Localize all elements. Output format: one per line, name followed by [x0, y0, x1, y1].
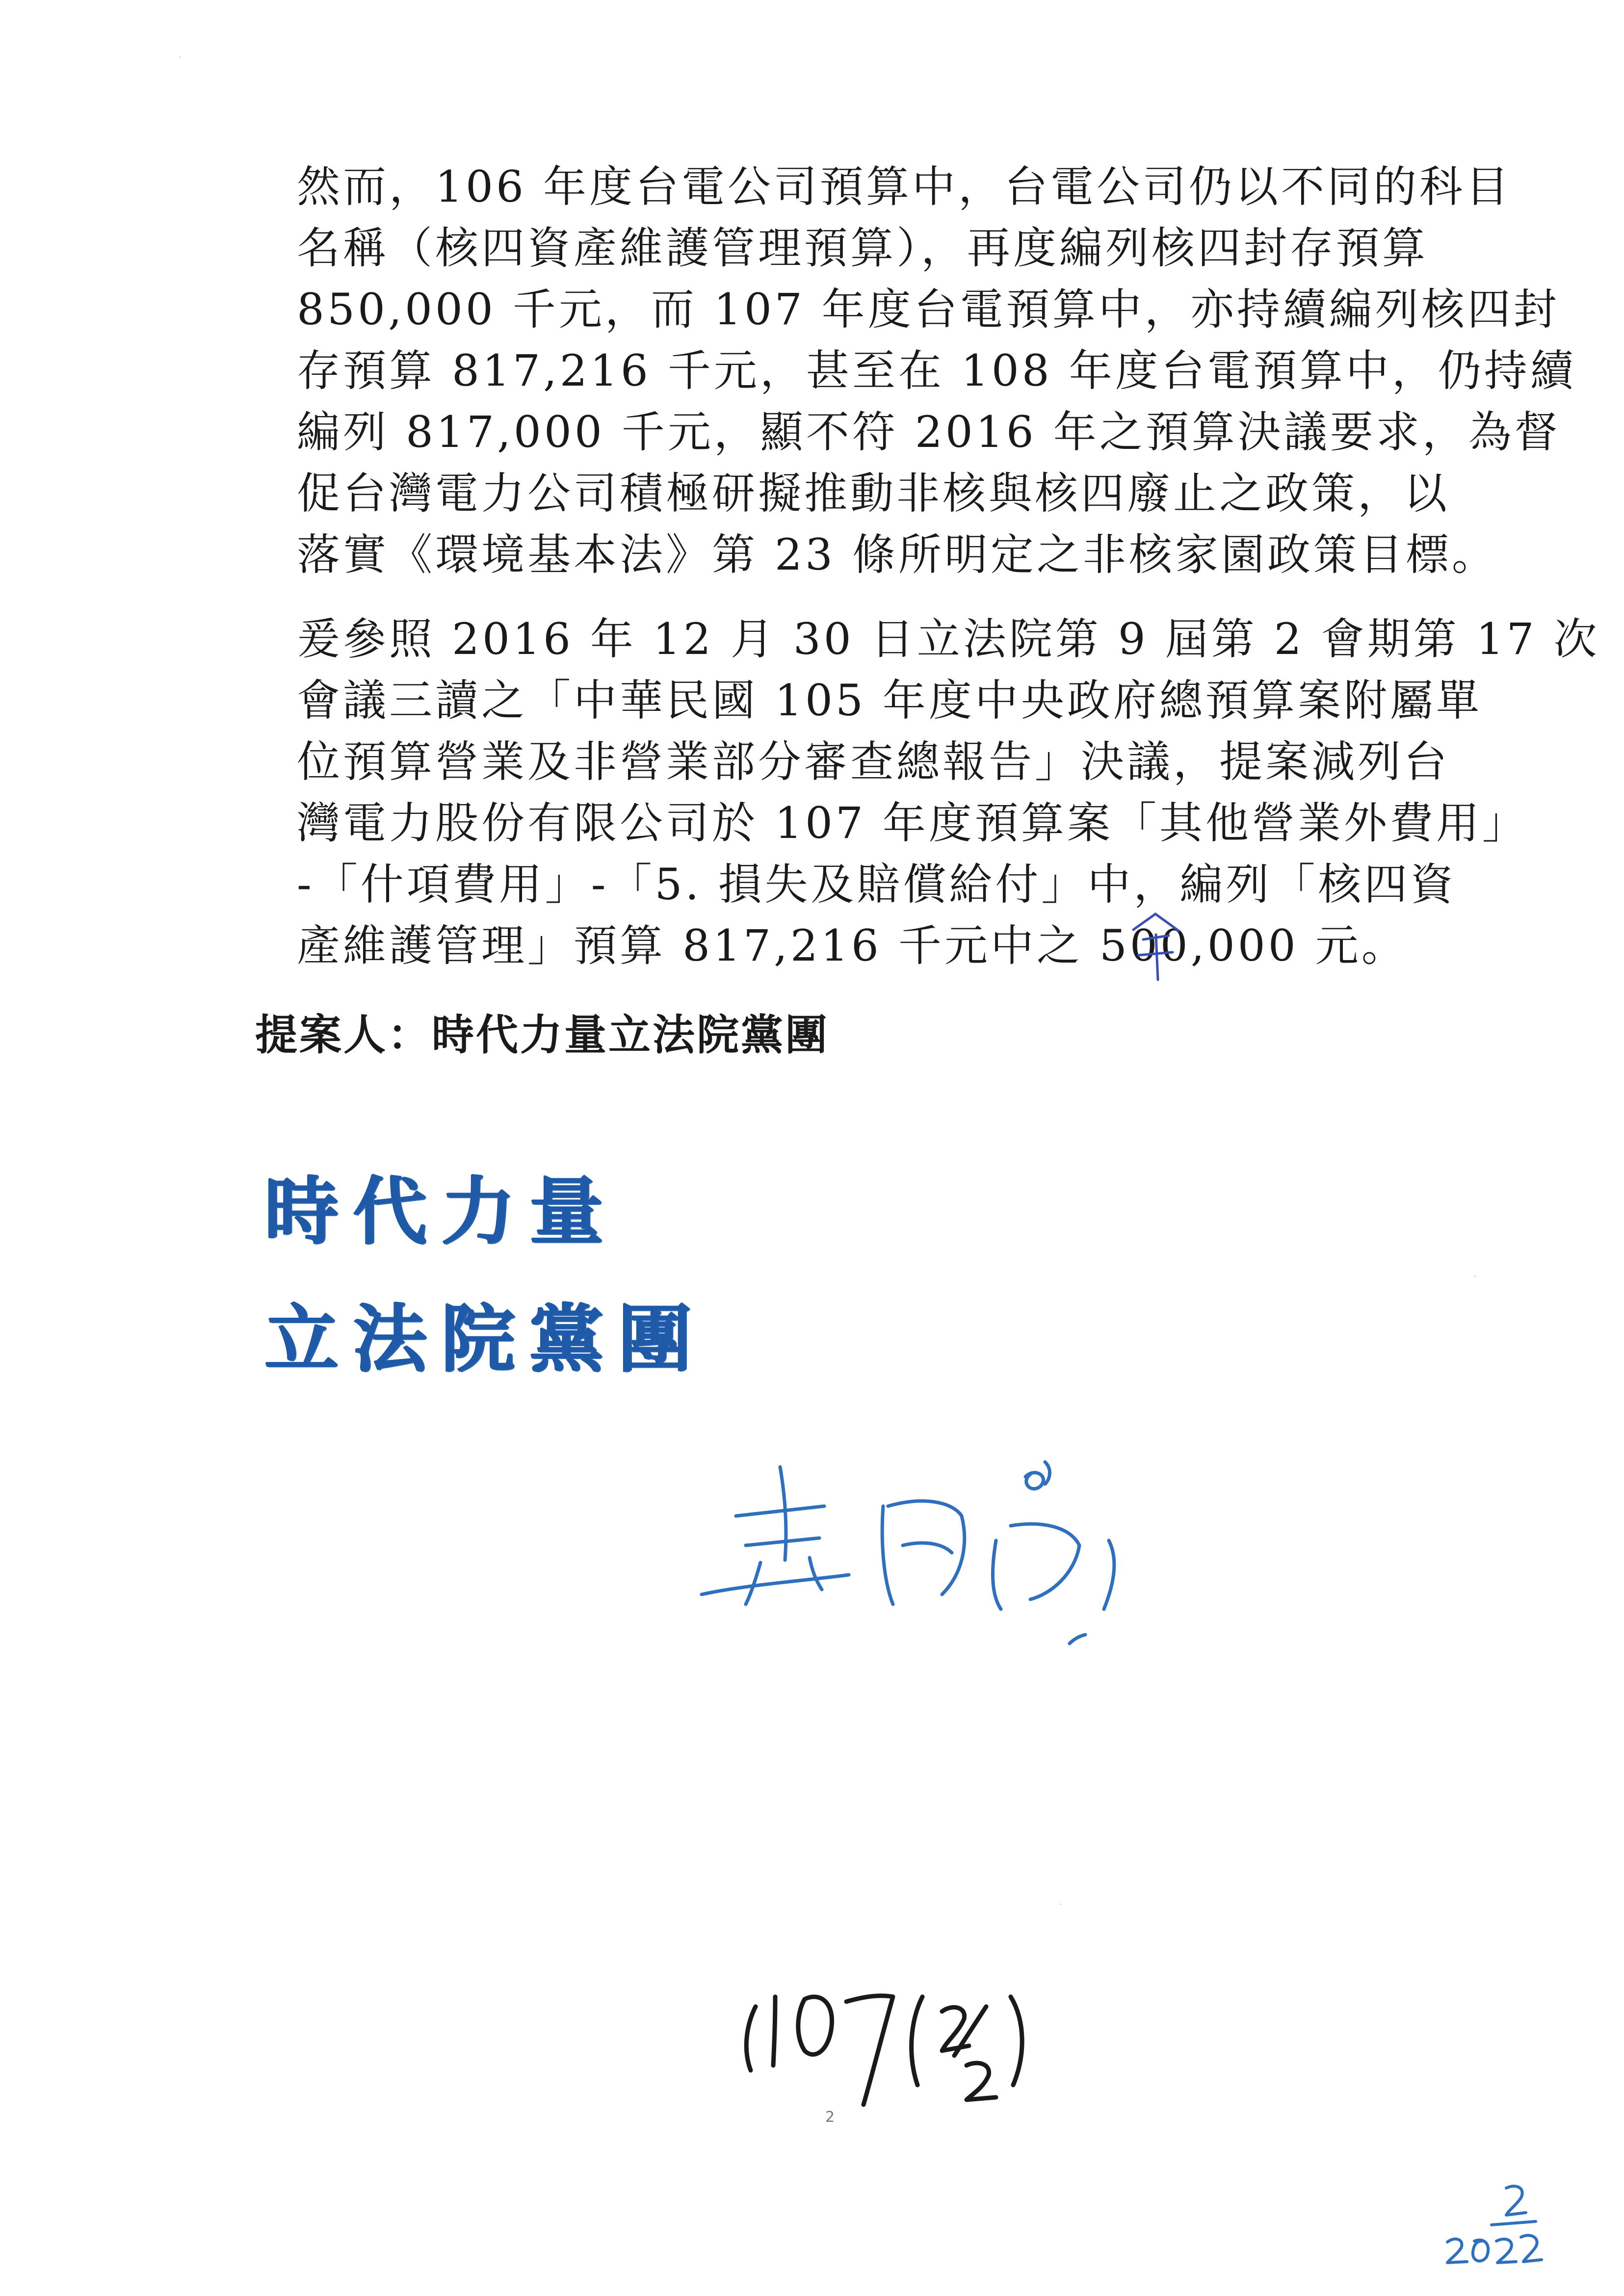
handwritten-page-fraction [1438, 2178, 1545, 2271]
text-line: -「什項費用」-「5. 損失及賠償給付」中，編列「核四資 [297, 859, 1457, 910]
text-line: 位預算營業及非營業部分審查總報告」決議，提案減列台 [297, 736, 1450, 787]
proposer-line: 提案人：時代力量立法院黨團 [255, 1011, 829, 1060]
stamp-line: 立法院黨團 [265, 1297, 707, 1382]
handwritten-number-mark [736, 1977, 1050, 2134]
handwritten-signature [687, 1447, 1207, 1653]
handwritten-correction-mark [1124, 910, 1187, 984]
scan-speck [1474, 1276, 1476, 1277]
text-line: 會議三讀之「中華民國 105 年度中央政府總預算案附屬單 [297, 675, 1482, 726]
text-line: 爰參照 2016 年 12 月 30 日立法院第 9 屆第 2 會期第 17 次 [297, 614, 1600, 664]
text-line: 存預算 817,216 千元，甚至在 108 年度台電預算中，仍持續 [297, 345, 1576, 396]
text-line: 灣電力股份有限公司於 107 年度預算案「其他營業外費用」 [297, 798, 1528, 848]
paragraph-1 [297, 156, 1576, 585]
stamp-line: 時代力量 [265, 1169, 619, 1254]
text-line: 落實《環境基本法》第 23 條所明定之非核家園政策目標。 [297, 529, 1498, 580]
text-line: 然而，106 年度台電公司預算中，台電公司仍以不同的科目 [297, 161, 1512, 212]
party-caucus-stamp [265, 1148, 707, 1403]
scan-speck [179, 56, 181, 58]
text-line: 名稱（核四資產維護管理預算），再度編列核四封存預算 [297, 223, 1429, 273]
page-number: 2 [825, 2109, 835, 2126]
text-line: 促台灣電力公司積極研擬推動非核與核四廢止之政策，以 [297, 468, 1450, 519]
text-line: 850,000 千元，而 107 年度台電預算中，亦持續編列核四封 [297, 284, 1560, 335]
text-line: 編列 817,000 千元，顯不符 2016 年之預算決議要求，為督 [297, 407, 1561, 457]
scan-speck [1060, 1904, 1061, 1905]
text-line: 產維護管理」預算 817,216 千元中之 500,000 元。 [297, 920, 1408, 971]
paragraph-2 [297, 608, 1600, 976]
